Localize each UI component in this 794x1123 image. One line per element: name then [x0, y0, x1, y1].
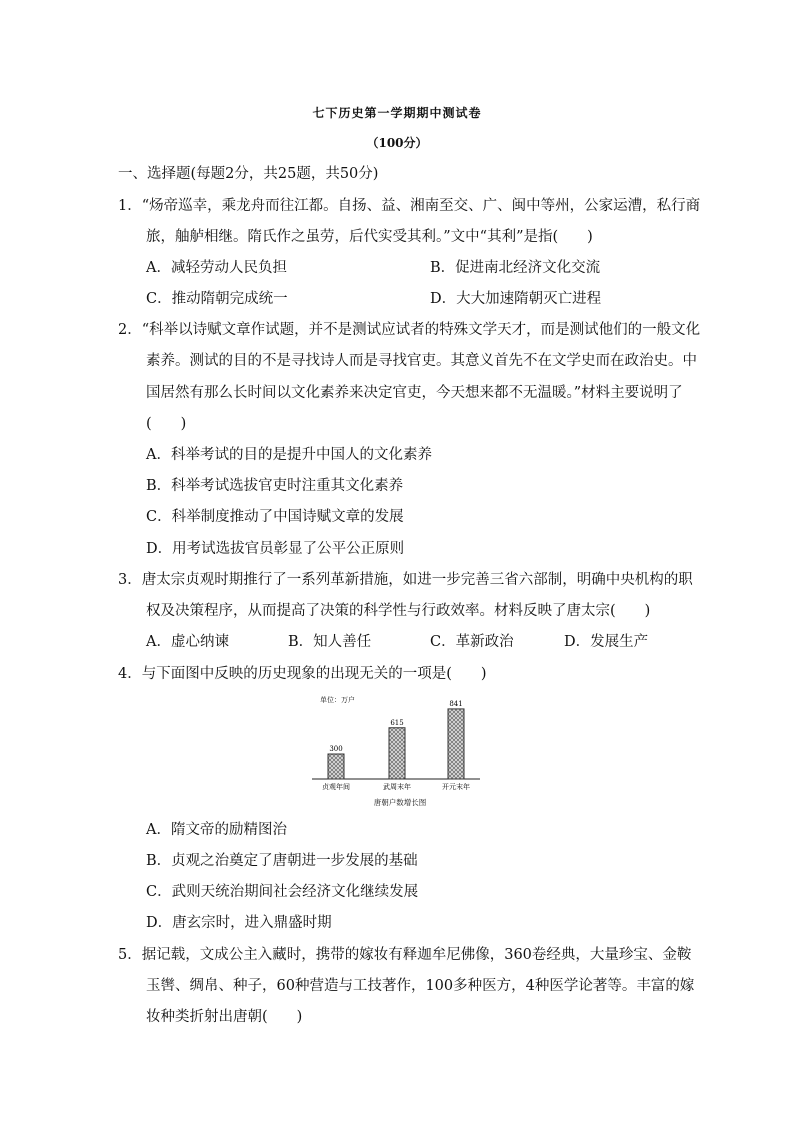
chart-svg [312, 690, 492, 810]
q2-line-1: 2．“科举以诗赋文章作试题，并不是测试应试者的特殊文学天才，而是测试他们的一般文化 [118, 322, 701, 338]
chart-tick-label: 贞观年间 [322, 783, 350, 791]
chart-data-label: 615 [390, 718, 404, 727]
q4-option-b: B．贞观之治奠定了唐朝进一步发展的基础 [146, 853, 418, 869]
section-heading: 一、选择题(每题2分，共25题，共50分) [118, 166, 379, 182]
q3-line-1: 3．唐太宗贞观时期推行了一系列革新措施，如进一步完善三省六部制，明确中央机构的职 [118, 572, 693, 588]
q4-option-c: C．武则天统治期间社会经济文化继续发展 [146, 884, 419, 900]
q2-option-c: C．科举制度推动了中国诗赋文章的发展 [146, 509, 404, 525]
q2-option-d: D．用考试选拔官员彰显了公平公正原则 [146, 541, 405, 557]
q1-line-2: 旅，舳舻相继。隋氏作之虽劳，后代实受其利。”文中“其利”是指( ) [146, 229, 593, 245]
chart-bar [328, 754, 344, 779]
q2-option-b: B．科举考试选拔官吏时注重其文化素养 [146, 478, 404, 494]
q2-line-4: ( ) [146, 416, 187, 432]
chart-tick-label: 武周末年 [383, 783, 411, 791]
chart-title: 唐朝户数增长图 [373, 798, 427, 807]
q1-option-b: B．促进南北经济文化交流 [430, 260, 601, 276]
q5-line-3: 妆种类折射出唐朝( ) [146, 1009, 303, 1025]
q3-option-b: B．知人善任 [288, 634, 372, 650]
q4-option-a: A．隋文帝的励精图治 [146, 822, 287, 838]
q3-line-2: 权及决策程序，从而提高了决策的科学性与行政效率。材料反映了唐太宗( ) [146, 603, 651, 619]
q5-line-2: 玉辔、绸帛、种子，60种营造与工技著作，100多种医方，4种医学论著等。丰富的嫁 [146, 978, 695, 994]
q2-line-2: 素养。测试的目的不是寻找诗人而是寻找官吏。其意义首先不在文学史而在政治史。中 [146, 353, 697, 369]
exam-title: 七下历史第一学期期中测试卷 [312, 106, 482, 120]
chart-bar [448, 709, 464, 779]
chart-data-label: 300 [329, 745, 343, 753]
q2-line-3: 国居然有那么长时间以文化素养来决定官吏，今天想来都不无温暖。”材料主要说明了 [146, 385, 683, 401]
q5-line-1: 5．据记载，文成公主入藏时，携带的嫁妆有释迦牟尼佛像，360卷经典，大量珍宝、金鞍 [118, 947, 692, 963]
households-bar-chart [312, 690, 492, 810]
q1-option-a: A．减轻劳动人民负担 [146, 260, 287, 276]
q3-option-d: D．发展生产 [564, 634, 649, 650]
q1-option-c: C．推动隋朝完成统一 [146, 291, 288, 307]
q3-option-a: A．虚心纳谏 [146, 634, 229, 650]
chart-tick-label: 开元末年 [442, 783, 470, 791]
q3-option-c: C．革新政治 [430, 634, 514, 650]
q4-option-d: D．唐玄宗时，进入鼎盛时期 [146, 915, 332, 931]
q2-option-a: A．科举考试的目的是提升中国人的文化素养 [146, 447, 432, 463]
q1-option-d: D．大大加速隋朝灭亡进程 [430, 291, 602, 307]
exam-score: （100分） [366, 136, 428, 150]
q4-line-1: 4．与下面图中反映的历史现象的出现无关的一项是( ) [118, 666, 487, 682]
chart-unit-label: 单位：万户 [320, 696, 355, 704]
q1-line-1: 1．“炀帝巡幸，乘龙舟而往江都。自扬、益、湘南至交、广、闽中等州，公家运漕，私行商 [118, 198, 701, 214]
chart-bar [389, 728, 405, 779]
chart-data-label: 841 [449, 699, 463, 708]
